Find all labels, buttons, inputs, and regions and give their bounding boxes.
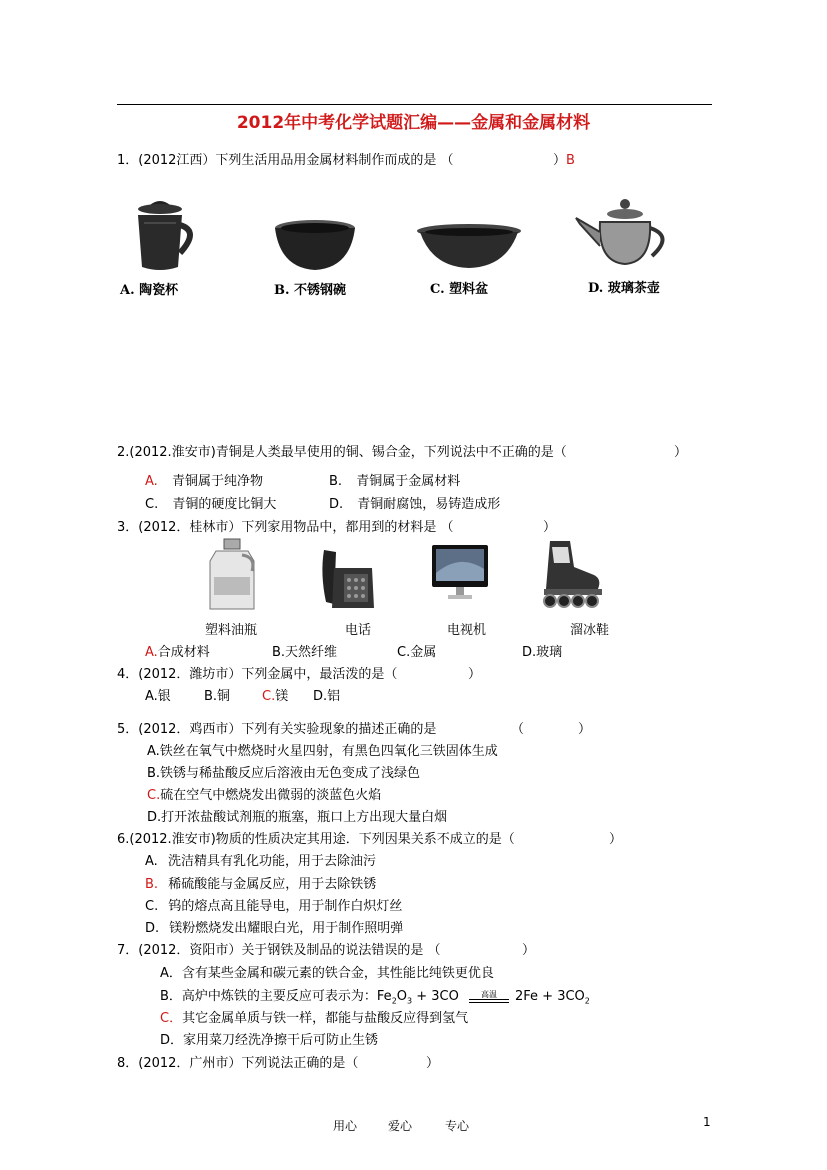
q6-option-a-text: 洗洁精具有乳化功能，用于去除油污 — [167, 854, 376, 869]
q6-option-b-letter: B. — [145, 877, 159, 892]
telephone-image — [318, 544, 376, 612]
q2-option-d — [329, 493, 500, 512]
q2-option-b-letter: B. — [329, 474, 343, 489]
footer-item-2: 爱心 — [388, 1119, 413, 1133]
q2-option-c — [145, 493, 276, 512]
q2-option-b — [329, 470, 460, 489]
q3-option-a-text: 合成材料 — [157, 645, 210, 660]
q3-caption-4: 溜冰鞋 — [570, 623, 610, 638]
q3-option-c: C.金属 — [397, 645, 437, 660]
q3-option-b: B.天然纤维 — [272, 645, 338, 660]
porcelain-cup-image — [120, 195, 200, 275]
q7-option-b — [160, 985, 590, 1006]
question-7-close: ） — [522, 943, 536, 958]
question-1-stem — [117, 149, 454, 168]
reaction-condition — [469, 991, 509, 1003]
q7-option-c — [160, 1007, 468, 1026]
q6-option-b — [145, 873, 376, 892]
q2-option-c-letter: C. — [145, 497, 159, 512]
q6-option-d — [145, 917, 403, 936]
q4-option-a: A.银 — [145, 689, 171, 704]
question-5-close: ） — [578, 722, 592, 737]
question-7-stem: 7．(2012．资阳市）关于钢铁及制品的说法错误的是 （ — [117, 943, 441, 958]
reaction-condition-text: 高温 — [481, 989, 497, 999]
q4-option-c-text: 镁 — [275, 689, 289, 704]
q2-option-d-text: 青铜耐腐蚀，易铸造成形 — [357, 497, 501, 512]
television-image — [430, 543, 490, 603]
q2-option-a-letter: A. — [145, 474, 158, 489]
q5-option-c-letter: C. — [147, 788, 161, 803]
q7-option-b-products: 2Fe + 3CO — [515, 989, 585, 1004]
q7-option-c-letter: C． — [160, 1011, 183, 1026]
q7-sub-2: 3 — [407, 996, 413, 1006]
q7-option-b-o: O — [396, 989, 408, 1004]
glass-teapot-image — [570, 196, 680, 270]
question-1-answer: B — [566, 153, 575, 168]
header-rule — [117, 104, 712, 105]
q7-option-a: A．含有某些金属和碳元素的铁合金，其性能比纯铁更优良 — [160, 966, 494, 981]
question-5-blank: （ — [511, 722, 525, 737]
q4-option-c-letter: C. — [262, 689, 276, 704]
oil-bottle-image — [206, 537, 258, 613]
page-title: 2012年中考化学试题汇编——金属和金属材料 — [236, 113, 591, 133]
q3-caption-3: 电视机 — [447, 623, 487, 638]
q3-caption-1: 塑料油瓶 — [205, 623, 258, 638]
q1-caption-d: D. 玻璃茶壶 — [588, 281, 660, 296]
q2-option-a — [145, 470, 263, 489]
q6-option-c-text: 钨的熔点高且能导电，用于制作白炽灯丝 — [168, 899, 403, 914]
q6-option-d-text: 镁粉燃烧发出耀眼白光，用于制作照明弹 — [169, 921, 404, 936]
page-number: 1 — [703, 1115, 711, 1129]
q7-sub-1: 2 — [391, 996, 397, 1006]
q7-option-d: D．家用菜刀经洗净擦干后可防止生锈 — [160, 1033, 379, 1048]
steel-bowl-image — [270, 218, 360, 273]
q3-caption-2: 电话 — [345, 623, 372, 638]
question-2-stem: 2.(2012.淮安市)青铜是人类最早使用的铜、锡合金，下列说法中不正确的是（ — [117, 445, 567, 460]
question-6-stem: 6.(2012.淮安市)物质的性质决定其用途．下列因果关系不成立的是（ — [117, 832, 515, 847]
q6-option-a — [145, 850, 376, 869]
q4-option-c — [262, 685, 288, 704]
q7-option-b-prefix: B．高炉中炼铁的主要反应可表示为：Fe — [160, 989, 392, 1004]
q2-option-c-text: 青铜的硬度比铜大 — [172, 497, 277, 512]
q1-caption-b: B. 不锈钢碗 — [274, 283, 347, 298]
question-3-stem: 3．(2012．桂林市）下列家用物品中，都用到的材料是 （ — [117, 520, 454, 535]
q5-option-c-text: 硫在空气中燃烧发出微弱的淡蓝色火焰 — [160, 788, 382, 803]
q5-option-d: D.打开浓盐酸试剂瓶的瓶塞，瓶口上方出现大量白烟 — [147, 810, 448, 825]
roller-skate-image — [536, 537, 608, 609]
question-3-close: ） — [543, 520, 557, 535]
footer-item-1: 用心 — [333, 1119, 358, 1133]
question-2-close: ） — [674, 445, 688, 460]
q6-option-a-letter: A. — [145, 854, 158, 869]
reaction-equals-sign — [469, 999, 509, 1003]
q2-option-d-letter: D. — [329, 497, 344, 512]
q3-option-d: D.玻璃 — [522, 645, 563, 660]
question-1-close — [553, 149, 575, 168]
q6-option-c — [145, 895, 402, 914]
q7-option-c-text: 其它金属单质与铁一样，都能与盐酸反应得到氢气 — [182, 1011, 469, 1026]
question-4-stem: 4．(2012．潍坊市）下列金属中，最活泼的是（ — [117, 667, 398, 682]
question-8-close: ） — [426, 1056, 440, 1071]
question-1-close-paren: ） — [553, 153, 567, 168]
q4-option-d: D.铝 — [313, 689, 341, 704]
q6-option-d-letter: D. — [145, 921, 160, 936]
question-8-stem: 8．(2012．广州市）下列说法正确的是（ — [117, 1056, 359, 1071]
q6-option-b-text: 稀硫酸能与金属反应，用于去除铁锈 — [168, 877, 377, 892]
q1-caption-a: A. 陶瓷杯 — [120, 283, 179, 298]
q5-option-c — [147, 784, 381, 803]
question-6-close: ） — [609, 832, 623, 847]
q3-option-a-letter: A. — [145, 645, 158, 660]
q4-option-b: B.铜 — [204, 689, 231, 704]
q5-option-a: A.铁丝在氧气中燃烧时火星四射，有黑色四氧化三铁固体生成 — [147, 744, 498, 759]
q5-option-b: B.铁锈与稀盐酸反应后溶液由无色变成了浅绿色 — [147, 766, 421, 781]
q3-option-a — [145, 641, 210, 660]
q7-sub-3: 2 — [584, 996, 590, 1006]
q1-caption-c: C. 塑料盆 — [430, 282, 489, 297]
question-4-close: ） — [468, 667, 482, 682]
q2-option-a-text: 青铜属于纯净物 — [171, 474, 263, 489]
plastic-basin-image — [414, 223, 524, 271]
q7-option-b-co: + 3CO — [412, 989, 459, 1004]
q6-option-c-letter: C. — [145, 899, 159, 914]
question-5-stem: 5．(2012．鸡西市）下列有关实验现象的描述正确的是 — [117, 722, 437, 737]
question-1-text: 1．(2012江西）下列生活用品用金属材料制作而成的是 （ — [117, 153, 454, 168]
footer-item-3: 专心 — [445, 1119, 470, 1133]
q2-option-b-text: 青铜属于金属材料 — [356, 474, 461, 489]
